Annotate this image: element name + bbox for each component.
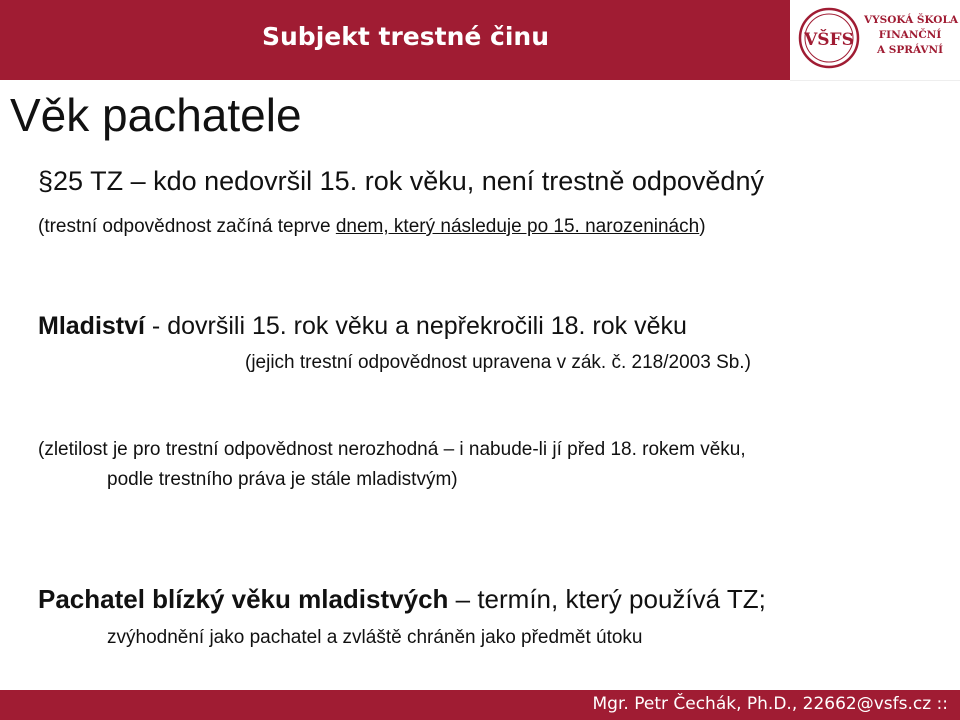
- section-title: Subjekt trestné činu: [262, 22, 550, 51]
- paragraph-text: 25 TZ – kdo nedovršil 15. rok věku, není trestně odpovědný: [53, 166, 764, 196]
- vsfs-logo-icon: [798, 7, 860, 69]
- note-near-juvenile: zvýhodnění jako pachatel a zvláště chráněn jako předmět útoku: [107, 627, 643, 648]
- note-juvenile-law: (jejich trestní odpovědnost upravena v zák. č. 218/2003 Sb.): [245, 352, 751, 373]
- logo-line: FINANČNÍ: [878, 29, 942, 41]
- header-bar: [0, 0, 790, 80]
- footer-bar: [0, 690, 960, 720]
- logo-wordmark: [864, 13, 956, 58]
- section-mark: §: [38, 166, 54, 196]
- paragraph-text: – termín, který používá TZ;: [448, 584, 766, 614]
- slide-heading: Věk pachatele: [10, 89, 302, 141]
- note-liability-start: [38, 216, 706, 238]
- note-majority-line2: podle trestního práva je stále mladistvým): [107, 469, 458, 490]
- logo: [790, 0, 960, 81]
- note-suffix: ): [699, 216, 706, 237]
- term-near-juvenile: Pachatel blízký věku mladistvých: [38, 584, 449, 614]
- logo-line: A SPRÁVNÍ: [876, 44, 944, 56]
- paragraph-juveniles: [38, 312, 687, 341]
- logo-line: VYSOKÁ ŠKOLA: [864, 14, 958, 26]
- paragraph-text: - dovršili 15. rok věku a nepřekročili 18. rok věku: [144, 312, 687, 340]
- note-underlined: dnem, který následuje po 15. narozeninách: [335, 216, 700, 237]
- term-juveniles: Mladiství: [38, 312, 145, 340]
- note-prefix: (trestní odpovědnost začíná teprve: [38, 216, 336, 237]
- footer-author: Mgr. Petr Čechák, Ph.D., 22662@vsfs.cz ::: [592, 694, 948, 714]
- paragraph-age-threshold: [38, 166, 764, 197]
- logo-monogram: VŠFS: [804, 30, 854, 50]
- paragraph-near-juvenile: [38, 584, 766, 615]
- note-majority-line1: (zletilost je pro trestní odpovědnost nerozhodná – i nabude-li jí před 18. rokem věku,: [38, 439, 746, 460]
